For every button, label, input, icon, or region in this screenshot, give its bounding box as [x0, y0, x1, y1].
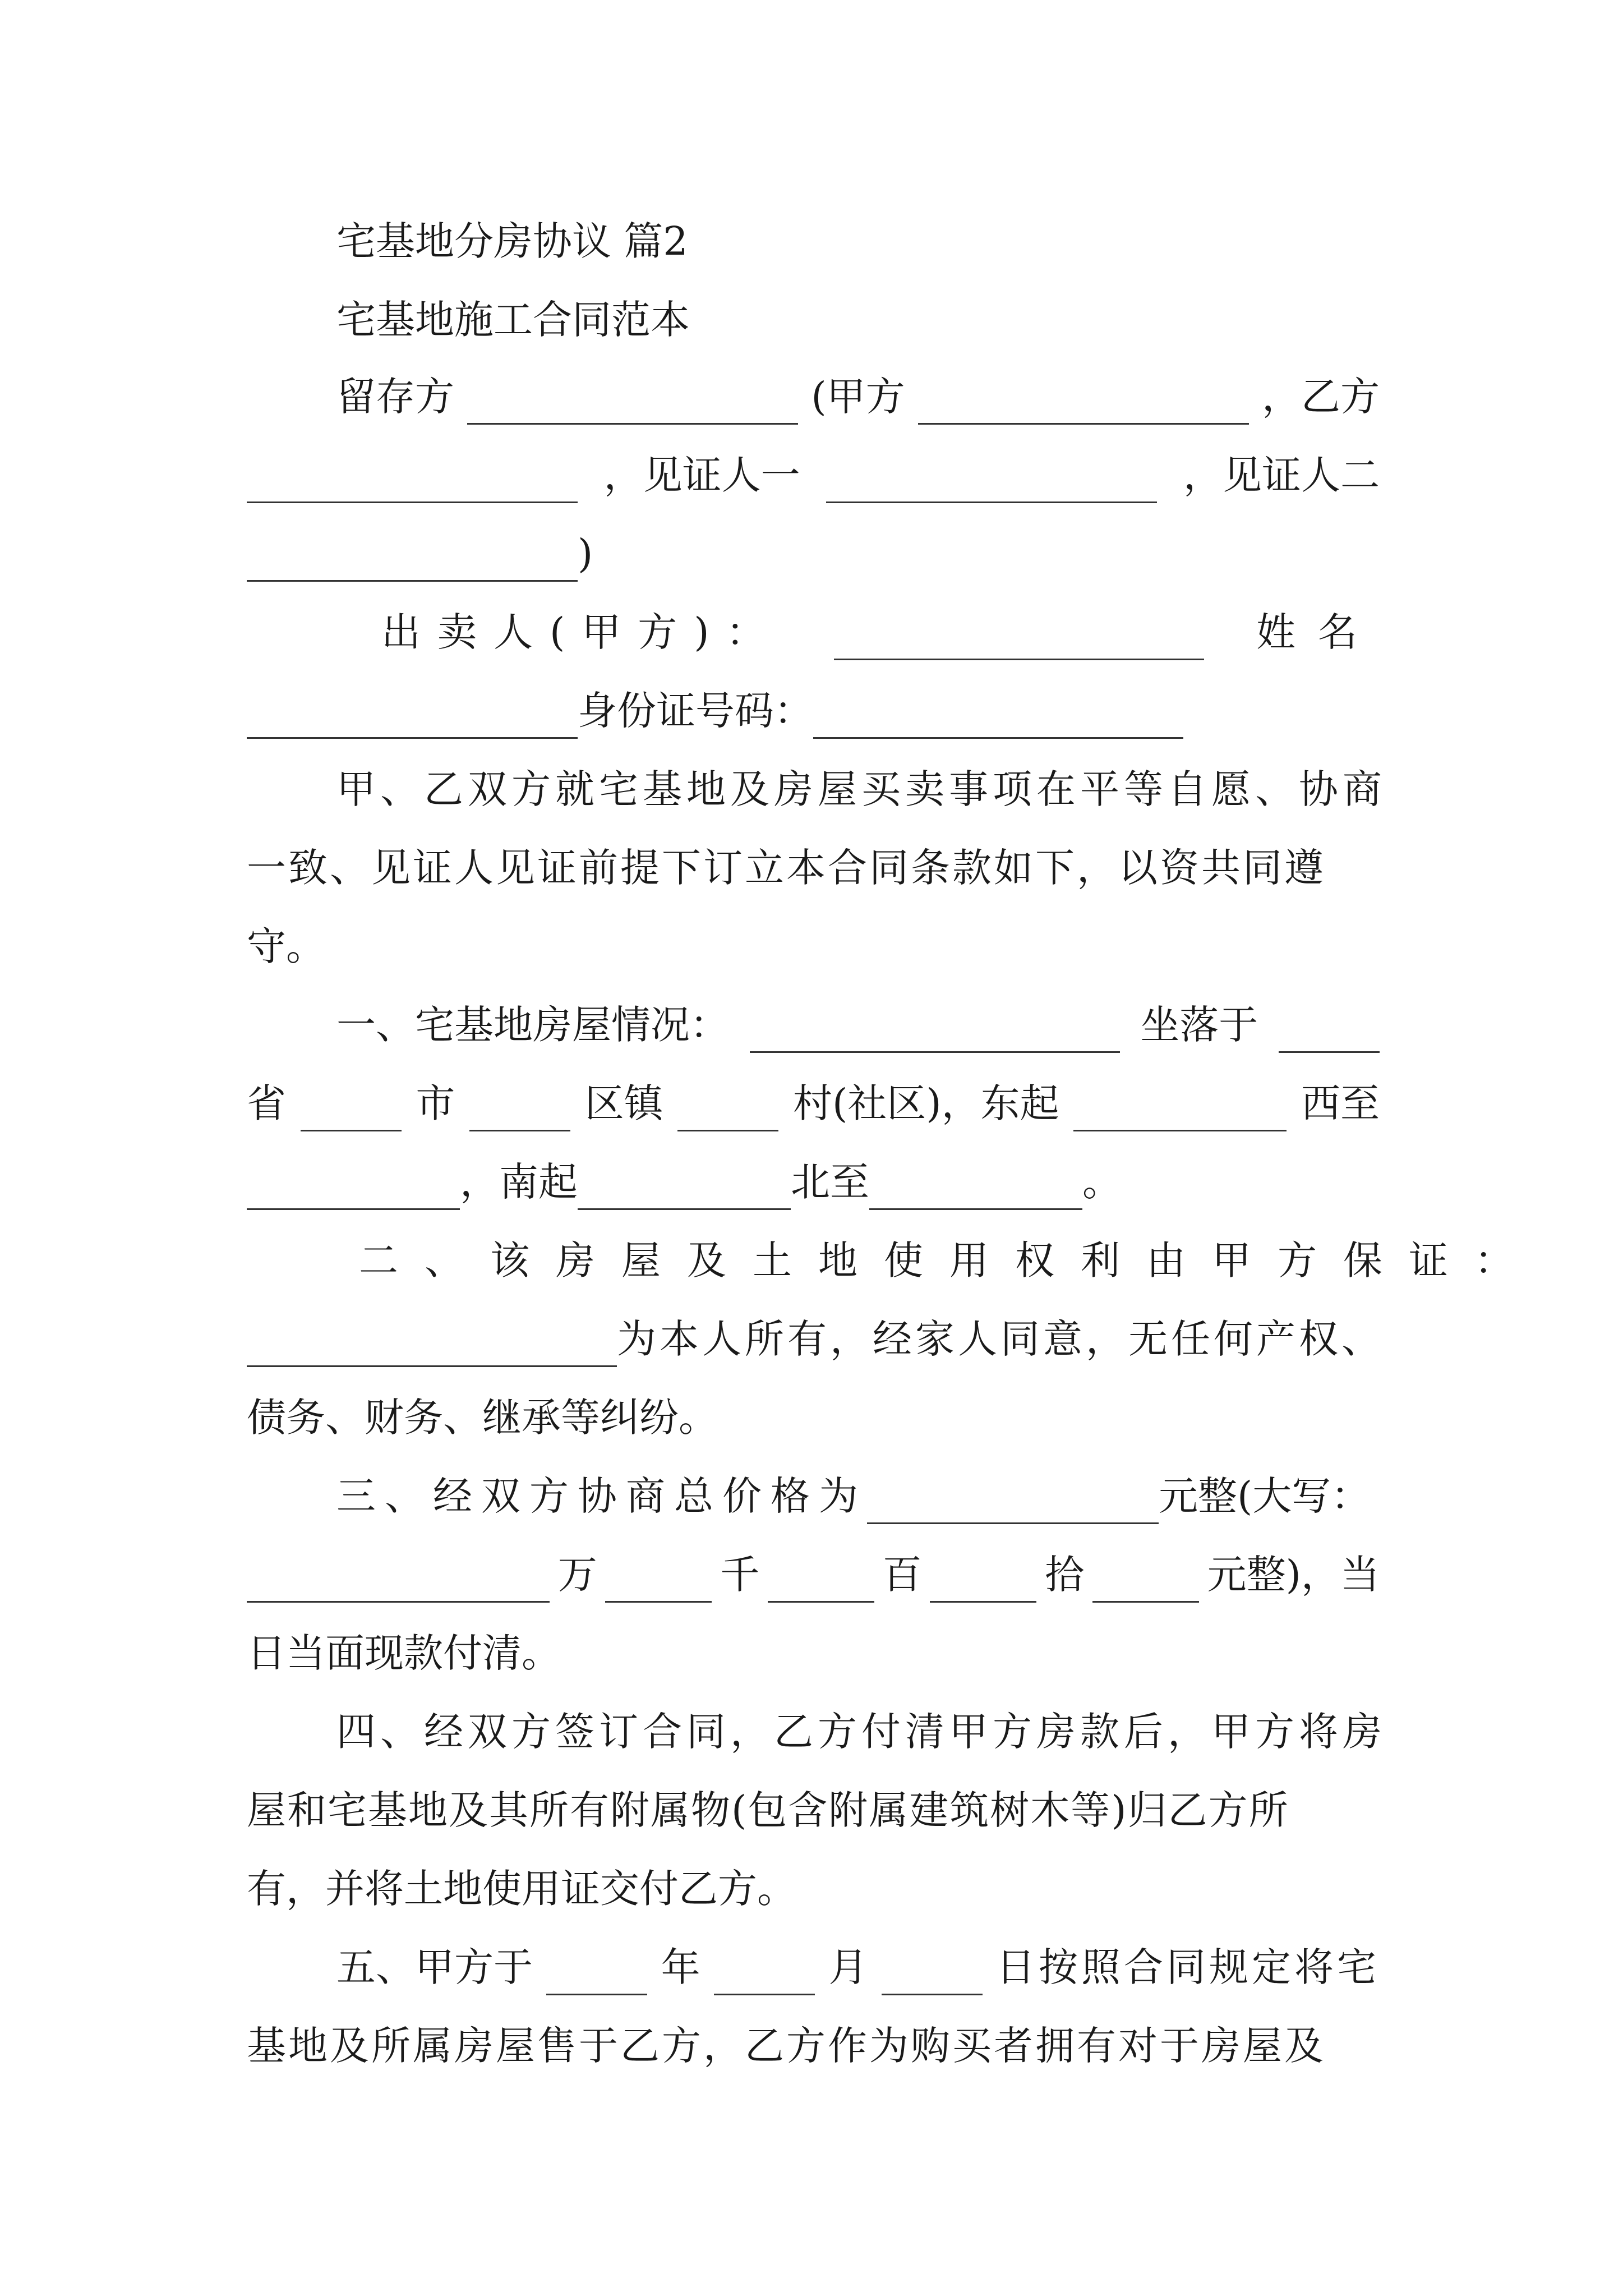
s5-line-1 — [336, 1939, 1380, 1995]
s1-located: 坐落于 — [1140, 1002, 1258, 1048]
blank-field — [247, 536, 578, 582]
blank-field — [750, 1007, 1120, 1053]
s2-line-2 — [247, 1311, 1384, 1367]
intro-paren-close: ) — [578, 531, 593, 577]
blank-field — [918, 379, 1249, 425]
intro-line-2 — [247, 447, 1380, 503]
blank-field — [1092, 1557, 1199, 1603]
seller-id-label: 身份证号码： — [578, 688, 813, 734]
intro-paren-open: (甲方 — [811, 374, 905, 420]
blank-field — [247, 1165, 460, 1210]
blank-field — [1279, 1007, 1380, 1053]
intro-witness-1: ，见证人一 — [603, 452, 800, 498]
s1-south: ，南起 — [460, 1159, 578, 1205]
blank-field — [301, 1086, 402, 1131]
blank-field — [826, 458, 1157, 503]
s1-north: 北至 — [791, 1159, 869, 1205]
document-heading: 宅基地分房协议 篇2 — [336, 218, 688, 264]
blank-field — [469, 1086, 570, 1131]
opening-line-1: 甲、乙双方就宅基地及房屋买卖事项在平等自愿、协商 — [336, 766, 1386, 812]
s2-line-3: 债务、财务、继承等纠纷。 — [247, 1395, 718, 1441]
s1-west: 西至 — [1301, 1080, 1380, 1126]
blank-field — [247, 458, 578, 503]
s4-line-1: 四、经双方签订合同，乙方付清甲方房款后，甲方将房 — [336, 1709, 1386, 1755]
blank-field — [714, 1950, 815, 1995]
s3-wan: 万 — [557, 1552, 597, 1598]
s4-line-2: 屋和宅基地及其所有附属物(包含附属建筑树木等)归乙方所 — [247, 1787, 1289, 1833]
seller-line-1 — [381, 604, 1380, 660]
intro-line-3 — [247, 526, 1380, 582]
s3-bai: 百 — [882, 1552, 922, 1598]
intro-label: 留存方 — [336, 374, 454, 420]
s3-line-2 — [247, 1547, 1380, 1603]
blank-field — [677, 1086, 778, 1131]
s1-line-2 — [247, 1075, 1380, 1131]
s4-line-3: 有，并将土地使用证交付乙方。 — [247, 1866, 796, 1912]
s1-line-1 — [336, 997, 1380, 1053]
blank-field — [247, 693, 578, 739]
blank-field — [869, 1165, 1082, 1210]
blank-field — [768, 1557, 874, 1603]
blank-field — [605, 1557, 712, 1603]
s5-year: 年 — [661, 1944, 700, 1990]
s3-label: 三、经双方协商总价格为 — [336, 1473, 867, 1519]
blank-field — [1073, 1086, 1287, 1131]
s3-end: 元整)，当 — [1207, 1552, 1380, 1598]
s1-line-3 — [247, 1154, 1380, 1210]
blank-field — [930, 1557, 1036, 1603]
s5-prefix: 五、甲方于 — [336, 1944, 533, 1990]
blank-field — [578, 1165, 791, 1210]
seller-label: 出卖人(甲方)： — [381, 609, 782, 655]
blank-field — [834, 615, 1204, 660]
s1-town: 区镇 — [584, 1080, 663, 1126]
blank-field — [546, 1950, 647, 1995]
s1-city: 市 — [416, 1080, 455, 1126]
s2-line-2-text: 为本人所有，经家人同意，无任何产权、 — [617, 1316, 1384, 1362]
s1-province: 省 — [247, 1080, 286, 1126]
opening-line-3: 守。 — [247, 923, 325, 969]
blank-field — [867, 1479, 1159, 1524]
s3-shi: 拾 — [1045, 1552, 1085, 1598]
s1-village: 村(社区)，东起 — [793, 1080, 1059, 1126]
s3-line-1 — [336, 1468, 1380, 1524]
s3-qian: 千 — [720, 1552, 760, 1598]
document-subheading: 宅基地施工合同范本 — [336, 297, 690, 343]
intro-party-b: ，乙方 — [1262, 374, 1380, 420]
s1-end: 。 — [1082, 1159, 1122, 1205]
blank-field — [247, 1557, 550, 1603]
s3-line-3: 日当面现款付清。 — [247, 1630, 561, 1676]
opening-line-2: 一致、见证人见证前提下订立本合同条款如下，以资共同遵 — [247, 845, 1326, 891]
blank-field — [813, 693, 1183, 739]
intro-line-1 — [336, 369, 1380, 425]
blank-field — [247, 1322, 617, 1367]
blank-field — [467, 379, 798, 425]
seller-line-2 — [247, 683, 1380, 739]
blank-field — [882, 1950, 983, 1995]
intro-witness-2: ，见证人二 — [1183, 452, 1380, 498]
s5-rest: 日按照合同规定将宅 — [995, 1944, 1380, 1990]
s1-label: 一、宅基地房屋情况： — [336, 1002, 729, 1048]
s3-yuan-daxie: 元整(大写： — [1159, 1473, 1371, 1519]
s2-line-1: 二、该房屋及土地使用权利由甲方保证： — [359, 1237, 1540, 1283]
s5-line-2: 基地及所属房屋售于乙方，乙方作为购买者拥有对于房屋及 — [247, 2023, 1326, 2069]
s5-month: 月 — [828, 1944, 868, 1990]
seller-name-label: 姓名 — [1256, 609, 1380, 655]
